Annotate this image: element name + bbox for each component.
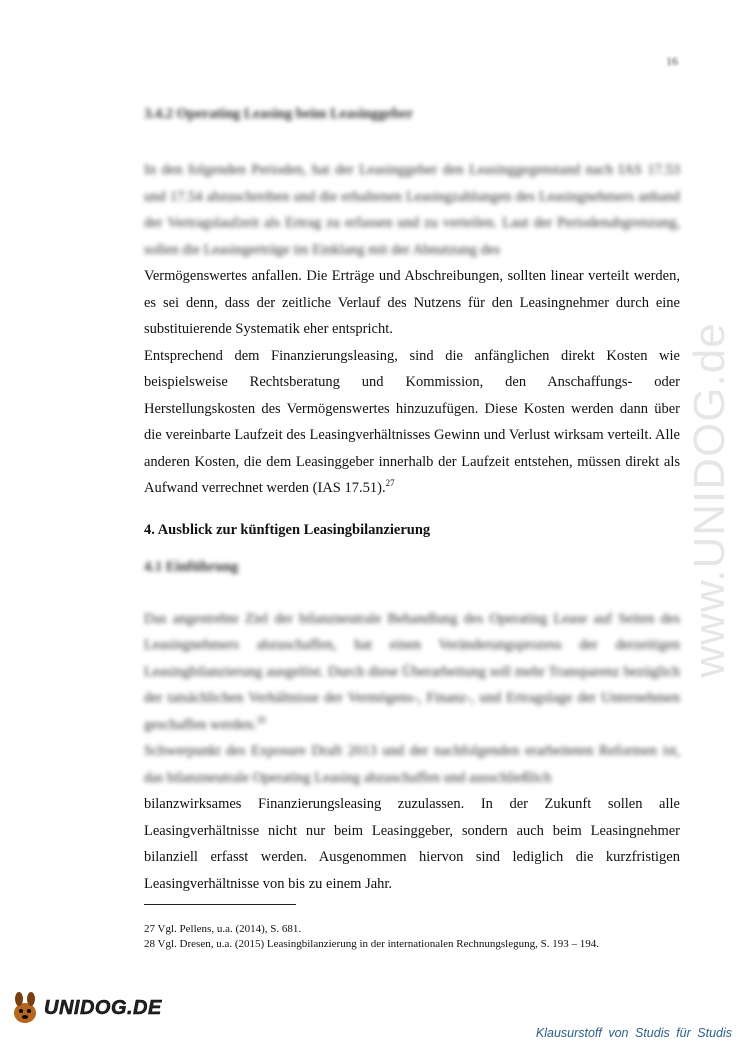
page-content [144, 100, 680, 897]
blurred-text [144, 606, 680, 739]
page-number: 16 [666, 54, 678, 68]
logo-text: UNIDOG.DE [44, 996, 162, 1019]
paragraph-3 [144, 606, 680, 898]
watermark [680, 250, 740, 750]
section-heading-4: 4. Ausblick zur künftigen Leasingbilanzierung [144, 521, 431, 538]
section-heading-342: 3.4.2 Operating Leasing beim Leasinggeber [144, 106, 414, 122]
body-text: Vermögenswertes anfallen. Die Erträge und Abschreibungen, sollten linear verteilt werden, es sei denn, dass der zeitliche Verlauf des Nutzens für den Leasingnehmer durch eine substituierende Systematik eher entspricht. [144, 268, 680, 337]
footnote-ref: 28 [256, 714, 266, 725]
footnote-divider [144, 904, 296, 905]
dog-icon [10, 991, 40, 1025]
body-text: Entsprechend dem Finanzierungsleasing, sind die anfänglichen direkt Kosten wie beispielsweise Rechtsberatung und Kommission, den Anschaffungs- oder Herstellungskosten des Vermögenswertes hinzuzufügen. Diese Kosten werden dann über die vereinbarte Laufzeit des Leasingverhältnisses Gewinn und Verlust wirksam verteilt. Alle anderen Kosten, die dem Leasinggeber innerhalb der Laufzeit entstehen, müssen direkt als Aufwand verrechnet werden (IAS 17.51). [144, 347, 680, 496]
footnote: 28 Vgl. Dresen, u.a. (2015) Leasingbilanzierung in der internationalen Rechnungslegung, S. 193 – 194. [144, 938, 599, 950]
unidog-logo [10, 988, 162, 1028]
paragraph-2 [144, 343, 680, 502]
footnote: 27 Vgl. Pellens, u.a. (2014), S. 681. [144, 923, 302, 935]
blurred-text: Schwerpunkt des Exposure Draft 2013 und der nachfolgenden erarbeiteten Reformen ist, das bilanzneutrale Operating Leasing abzuschaffen und ausschließlich [144, 743, 680, 786]
body-text: bilanzwirksames Finanzierungsleasing zuzulassen. In der Zukunft sollen alle Leasingverhältnisse nicht nur beim Leasinggeber, sondern auch beim Leasingnehmer bilanziell erfasst werden. Ausgenommen hiervon sind lediglich die kurzfristigen Leasingverhältnisse von bis zu einem Jahr. [144, 796, 680, 892]
blurred-text: In den folgenden Perioden, hat der Leasinggeber den Leasinggegenstand nach IAS 17.53 und 17.54 abzuschreiben und die erhaltenen Leasingzahlungen des Leasingnehmers anhand der Vertragslaufzeit als Ertrag zu erfassen und zu verteilen. Laut der Periodenabgrenzung, sollen die Leasingerträge im Einklang mit der Abnutzung des [144, 162, 680, 258]
paragraph-1 [144, 157, 680, 343]
footnote-ref: 27 [385, 478, 395, 489]
blurred-text-span: Das angestrebte Ziel der bilanzneutrale Behandlung des Operating Lease auf Seiten des Leasingnehmers abzuschaffen, hat einen Veränderungsprozess der derzeitigen Leasingbilanzierung ausgelöst. Durch diese Überarbeitung soll mehr Transparenz bezüglich der tatsächlichen Verhältnisse der Vermögens-, Finanz-, und Ertragslage der Unternehmen geschaffen werden. [144, 610, 680, 733]
tagline: Klausurstoff von Studis für Studis [535, 1026, 732, 1040]
watermark-text: www.UNIDOG.de [685, 322, 734, 678]
section-heading-41: 4.1 Einführung [144, 558, 239, 575]
footnotes [144, 922, 704, 952]
